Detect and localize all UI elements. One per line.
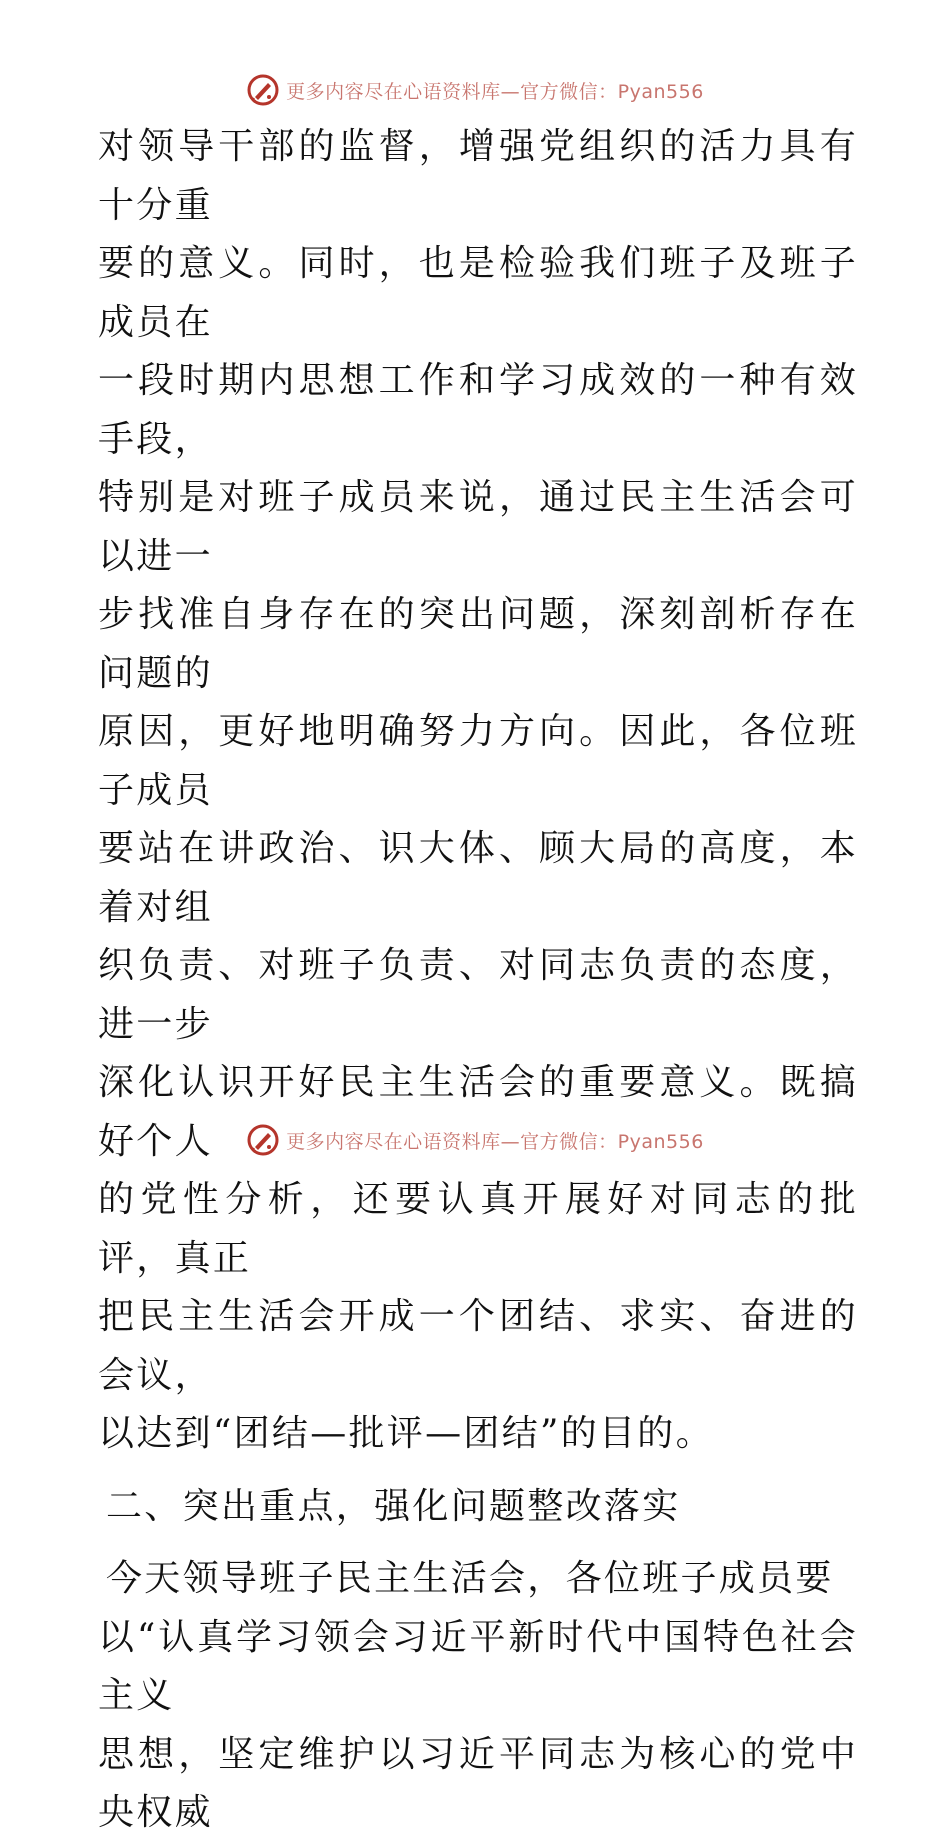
text-line: 特别是对班子成员来说，通过民主生活会可以进一: [98, 477, 858, 577]
watermark-text: 更多内容尽在心语资料库—官方微信：Pyan556: [286, 1130, 704, 1153]
text-line: 以“认真学习领会习近平新时代中国特色社会主义: [98, 1616, 858, 1716]
text-line: 织负责、对班子负责、对同志负责的态度，进一步: [98, 945, 858, 1045]
text-line: 对领导干部的监督，增强党组织的活力具有十分重: [98, 126, 858, 226]
brush-logo-icon: [246, 1123, 280, 1157]
document-body: [98, 118, 858, 1843]
brush-logo-icon: [246, 73, 280, 107]
text-line: 要的意义。同时，也是检验我们班子及班子成员在: [98, 243, 858, 343]
text-line: 原因，更好地明确努力方向。因此，各位班子成员: [98, 711, 858, 811]
section-heading: 二、突出重点，强化问题整改落实: [106, 1485, 681, 1527]
text-line: 把民主生活会开成一个团结、求实、奋进的会议，: [98, 1296, 858, 1396]
text-line: 深化认识开好民主生活会的重要意义。既搞好个人: [98, 1062, 858, 1162]
watermark-text: 更多内容尽在心语资料库—官方微信：Pyan556: [286, 80, 704, 103]
text-line: 的党性分析，还要认真开展好对同志的批评，真正: [98, 1179, 858, 1279]
text-line: 思想，坚定维护以习近平同志为核心的党中央权威: [98, 1733, 858, 1833]
text-line: 一段时期内思想工作和学习成效的一种有效手段，: [98, 360, 858, 460]
header-watermark: [0, 70, 950, 110]
text-line: 步找准自身存在的突出问题，深刻剖析存在问题的: [98, 594, 858, 694]
paragraph-1: [98, 118, 858, 1464]
footer-watermark: [0, 1120, 950, 1160]
text-line: 要站在讲政治、识大体、顾大局的高度，本着对组: [98, 828, 858, 928]
paragraph-2-first-line: 今天领导班子民主生活会，各位班子成员要: [106, 1558, 834, 1599]
text-line: 以达到“团结—批评—团结”的目的。: [98, 1413, 714, 1454]
paragraph-2: [98, 1609, 858, 1843]
